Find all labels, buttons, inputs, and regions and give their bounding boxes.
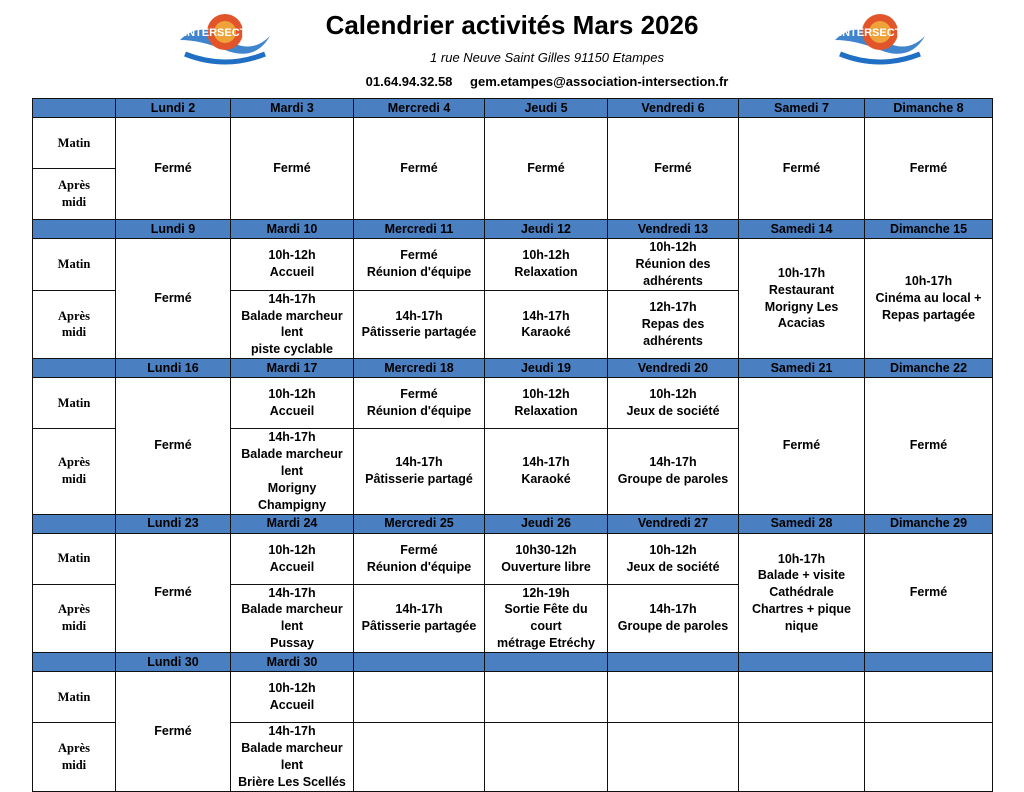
cell-text-line: Chartres + pique [752,602,851,617]
day-header [739,220,865,239]
slot-label-apres-midi [33,584,116,653]
day-cell [485,118,608,220]
cell-text-line: Mardi 24 [266,516,318,531]
day-header [485,359,608,378]
cell-text-line: 10h-12h [522,387,570,402]
cell-text-line: Mercredi 18 [384,360,454,375]
cell-text-line: Jeudi 26 [520,516,572,531]
cell-text-line: Samedi 28 [770,516,833,531]
cell-text-line: Accueil [269,265,315,280]
day-header [608,514,739,533]
cell-text-line: 12h-17h [649,300,697,315]
cell-text-line: 10h-12h [649,387,697,402]
cell-text-line: 10h-17h [777,265,826,280]
samedi-cell [739,378,865,514]
cell-text-line: 14h-17h [268,430,316,445]
apres-midi-activity [354,290,485,359]
slot-label-apres-midi [33,429,116,514]
cell-text-line: Fermé [527,161,565,176]
cell-text-line: Pâtisserie partagé [365,472,473,487]
empty-cell [354,672,485,723]
cell-text-line: Matin [57,256,91,271]
week-header-row [33,220,993,239]
day-header [354,653,485,672]
cell-text-line: Matin [57,395,91,410]
cell-text-line: midi [61,757,87,772]
cell-text-line: Vendredi 27 [637,516,709,531]
day-header [116,99,231,118]
cell-text-line: Dimanche 29 [889,516,968,531]
cell-text-line: Relaxation [514,265,578,280]
cell-text-line: Lundi 2 [150,100,196,115]
day-header [865,359,993,378]
day-cell [116,118,231,220]
empty-cell [485,723,608,792]
cell-text-line: Réunion d'équipe [366,559,472,574]
cell-text-line: 10h-12h [522,248,570,263]
matin-activity [231,378,354,429]
cell-text-line: Pussay [270,636,314,651]
day-header [354,99,485,118]
cell-text-line: Lundi 9 [150,221,196,236]
matin-row [33,118,993,169]
day-header [231,99,354,118]
empty-cell [485,672,608,723]
apres-midi-activity [608,584,739,653]
cell-text-line: Fermé [400,161,438,176]
day-header [739,514,865,533]
slot-label-apres-midi [33,723,116,792]
day-header [116,359,231,378]
cell-text-line: Mercredi 25 [384,516,454,531]
apres-midi-activity [231,584,354,653]
cell-text-line: Relaxation [514,404,578,419]
cell-text-line: Balade marcheur lent [241,308,343,340]
cell-text-line: Après [58,455,90,470]
cell-text-line: Balade + visite [757,568,846,583]
empty-cell [608,723,739,792]
cell-text-line: Dimanche 22 [889,360,968,375]
logo-text: INTERSECTION [839,27,921,39]
phone-number: 01.64.94.32.58 [365,74,453,89]
matin-activity [354,378,485,429]
header-corner [33,99,116,118]
lundi-cell [116,239,231,359]
day-header [865,99,993,118]
day-header [865,514,993,533]
cell-text-line: Réunion d'équipe [366,265,472,280]
cell-text-line: Fermé [909,438,948,453]
cell-text-line: 14h-17h [268,291,316,306]
cell-text-line: Matin [57,551,91,566]
apres-midi-activity [231,290,354,359]
header-corner [33,220,116,239]
calendar-table [32,98,993,792]
cell-text-line: Dimanche 15 [889,221,968,236]
day-cell [739,118,865,220]
day-cell [608,118,739,220]
cell-text-line: métrage Etréchy [497,636,595,651]
cell-text-line: Après [58,740,90,755]
day-header [116,514,231,533]
cell-text-line: Lundi 16 [147,360,199,375]
dimanche-cell [865,533,993,653]
cell-text-line: adhérents [643,273,703,288]
day-header [865,653,993,672]
cell-text-line: Samedi 21 [770,360,833,375]
cell-text-line: Groupe de paroles [617,472,729,487]
dimanche-cell [865,239,993,359]
header-corner [33,359,116,378]
cell-text-line: Fermé [909,585,948,600]
empty-cell [865,723,993,792]
apres-midi-activity [354,429,485,514]
matin-activity [354,533,485,584]
day-header [354,514,485,533]
cell-text-line: Jeudi 12 [520,221,572,236]
cell-text-line: Sortie Fête du court [504,602,588,634]
week-header-row [33,99,993,118]
cell-text-line: 10h-12h [268,387,316,402]
cell-text-line: Accueil [269,404,315,419]
matin-activity [354,239,485,291]
day-header [485,514,608,533]
cell-text-line: piste cyclable [251,342,333,357]
day-header [608,653,739,672]
cell-text-line: nique [784,619,819,634]
slot-label-matin [33,239,116,291]
cell-text-line: Vendredi 6 [641,100,705,115]
slot-label-matin [33,118,116,169]
email-address[interactable]: gem.etampes@association-intersection.fr [470,74,729,89]
apres-midi-activity [485,429,608,514]
day-header [231,220,354,239]
cell-text-line: 10h-17h [904,274,953,289]
cell-text-line: Dimanche 8 [893,100,964,115]
cell-text-line: Fermé [154,585,192,600]
cell-text-line: Mardi 10 [266,221,318,236]
cell-text-line: Fermé [782,438,821,453]
day-header [354,359,485,378]
week-header-row [33,514,993,533]
matin-activity [608,378,739,429]
day-header [485,220,608,239]
day-header [865,220,993,239]
dimanche-cell [865,378,993,514]
day-header [608,359,739,378]
cell-text-line: Karaoké [521,472,571,487]
cell-text-line: 14h-17h [522,455,570,470]
cell-text-line: Lundi 30 [147,654,199,669]
day-header [739,653,865,672]
apres-midi-activity [485,290,608,359]
cell-text-line: Fermé [654,161,692,176]
cell-text-line: 14h-17h [395,455,443,470]
cell-text-line: Morigny Les [764,299,839,314]
cell-text-line: 10h-12h [268,681,316,696]
cell-text-line: Fermé [782,161,821,176]
matin-row [33,672,993,723]
day-header [116,653,231,672]
cell-text-line: Fermé [154,723,192,738]
cell-text-line: Réunion des [635,256,711,271]
matin-row [33,533,993,584]
contact-line [0,74,1024,89]
cell-text-line: Mardi 17 [266,360,318,375]
cell-text-line: Samedi 7 [774,100,829,115]
empty-cell [739,672,865,723]
cell-text-line: Pâtisserie partagée [361,325,477,340]
cell-text-line: 10h-12h [268,542,316,557]
cell-text-line: Acacias [777,316,826,331]
cell-text-line: Réunion d'équipe [366,404,472,419]
cell-text-line: 14h-17h [649,455,697,470]
cell-text-line: adhérents [643,333,703,348]
cell-text-line: 14h-17h [268,724,316,738]
cell-text-line: Fermé [154,438,192,453]
cell-text-line: Cathédrale [769,585,834,600]
cell-text-line: Après [58,308,90,323]
day-header [608,220,739,239]
cell-text-line: midi [61,619,87,634]
matin-activity [231,239,354,291]
cell-text-line: Jeux de société [626,404,720,419]
cell-text-line: Morigny Champigny [257,480,327,512]
slot-label-apres-midi [33,169,116,220]
cell-text-line: Brière Les Scellés [238,774,346,789]
cell-text-line: Accueil [269,559,315,574]
cell-text-line: Après [58,178,90,193]
matin-activity [485,378,608,429]
cell-text-line: Restaurant [768,282,835,297]
cell-text-line: Pâtisserie partagée [361,619,477,634]
cell-text-line: Karaoké [521,325,571,340]
cell-text-line: Fermé [400,387,438,402]
cell-text-line: 10h30-12h [515,542,577,557]
cell-text-line: 10h-12h [649,542,697,557]
apres-midi-activity [354,584,485,653]
cell-text-line: 12h-19h [522,585,570,600]
cell-text-line: Fermé [154,161,192,176]
cell-text-line: Ouverture libre [501,559,591,574]
page-title: Calendrier activités Mars 2026 [325,10,699,40]
cell-text-line: Accueil [269,698,315,712]
header-corner [33,514,116,533]
slot-label-matin [33,378,116,429]
cell-text-line: Vendredi 20 [637,360,709,375]
day-header [485,99,608,118]
cell-text-line: Matin [57,689,91,704]
cell-text-line: Matin [57,135,91,150]
cell-text-line: Jeux de société [626,559,720,574]
cell-text-line: 10h-12h [649,240,697,254]
matin-activity [608,239,739,291]
apres-midi-activity [485,584,608,653]
day-header [231,514,354,533]
cell-text-line: Jeudi 5 [524,100,568,115]
cell-text-line: 10h-17h [777,551,826,566]
cell-text-line: 10h-12h [268,248,316,263]
day-header [485,653,608,672]
week-header-row [33,653,993,672]
day-header [739,99,865,118]
empty-cell [354,723,485,792]
cell-text-line: Fermé [909,161,948,176]
cell-text-line: Fermé [400,248,438,263]
day-cell [865,118,993,220]
cell-text-line: Lundi 23 [147,516,199,531]
matin-activity [608,533,739,584]
lundi-cell [116,378,231,514]
cell-text-line: Fermé [273,161,311,176]
cell-text-line: Jeudi 19 [520,360,572,375]
apres-midi-activity [231,723,354,792]
week-header-row [33,359,993,378]
cell-text-line: midi [61,472,87,487]
empty-cell [608,672,739,723]
cell-text-line: midi [61,325,87,340]
cell-text-line: midi [61,195,87,209]
cell-text-line: Groupe de paroles [617,619,729,634]
cell-text-line: 14h-17h [522,308,570,323]
cell-text-line: 14h-17h [649,602,697,617]
logo-text: INTERSECTION [184,27,266,39]
matin-activity [485,239,608,291]
cell-text-line: Cinéma au local + [875,291,982,306]
slot-label-matin [33,533,116,584]
day-cell [354,118,485,220]
matin-row [33,239,993,291]
empty-cell [865,672,993,723]
samedi-cell [739,239,865,359]
day-header [354,220,485,239]
lundi-cell [116,672,231,792]
matin-row [33,378,993,429]
day-cell [231,118,354,220]
day-header [231,653,354,672]
apres-midi-activity [608,429,739,514]
day-header [231,359,354,378]
cell-text-line: Après [58,602,90,617]
cell-text-line: 14h-17h [395,602,443,617]
cell-text-line: Mercredi 4 [387,100,451,115]
slot-label-matin [33,672,116,723]
empty-cell [739,723,865,792]
cell-text-line: 14h-17h [268,585,316,600]
cell-text-line: Vendredi 13 [637,221,709,236]
cell-text-line: Mercredi 11 [384,221,454,236]
address: 1 rue Neuve Saint Gilles 91150 Etampes [430,50,664,65]
cell-text-line: Mardi 30 [266,654,318,669]
cell-text-line: Repas des [641,316,705,331]
cell-text-line: Fermé [400,542,438,557]
day-header [608,99,739,118]
cell-text-line: Repas partagée [881,308,976,322]
lundi-cell [116,533,231,653]
apres-midi-activity [608,290,739,359]
day-header [739,359,865,378]
cell-text-line: Balade marcheur lent [241,447,343,478]
slot-label-apres-midi [33,290,116,359]
cell-text-line: Fermé [154,291,192,306]
cell-text-line: Mardi 3 [270,100,314,115]
samedi-cell [739,533,865,653]
cell-text-line: Balade marcheur lent [241,740,343,772]
matin-activity [231,533,354,584]
matin-activity [485,533,608,584]
apres-midi-activity [231,429,354,514]
cell-text-line: 14h-17h [395,308,443,323]
matin-activity [231,672,354,723]
header-corner [33,653,116,672]
day-header [116,220,231,239]
cell-text-line: Balade marcheur lent [241,602,343,634]
cell-text-line: Samedi 14 [770,221,833,236]
